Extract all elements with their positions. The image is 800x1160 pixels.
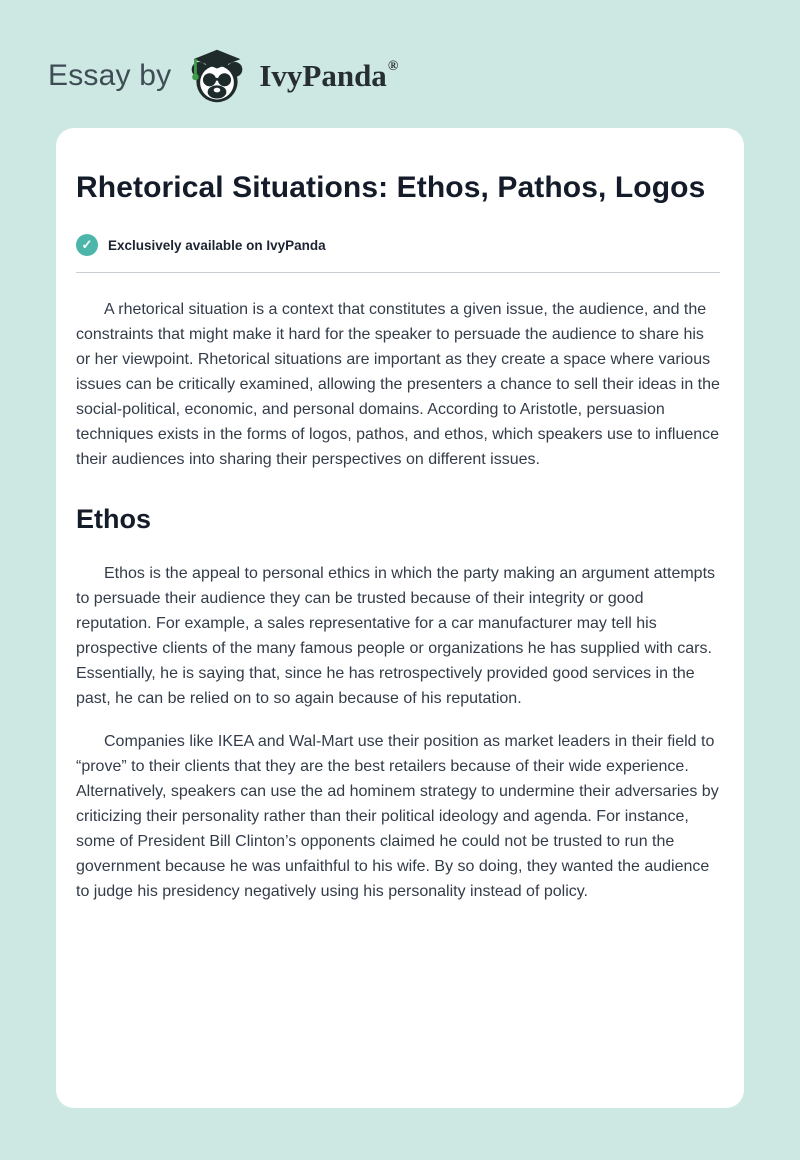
availability-row xyxy=(76,234,720,256)
brand-name[interactable] xyxy=(259,58,398,94)
ethos-paragraph-2: Companies like IKEA and Wal-Mart use their position as market leaders in their field to “prove” to their clients that they are the best retailers because of their wide experience. Alternatively, speakers can use the ad hominem strategy to undermine their adversaries by criticizing their personality rather than their political ideology and agenda. For instance, some of President Bill Clinton’s opponents claimed he could not be trusted to run the government because he was unfaithful to his wife. By so doing, they wanted the audience to judge his presidency negatively using his personality instead of policy. xyxy=(76,733,719,900)
panda-graduate-icon xyxy=(187,46,247,106)
essay-card xyxy=(56,128,744,1108)
ivypanda-logo[interactable] xyxy=(187,46,247,106)
page-title: Rhetorical Situations: Ethos, Pathos, Logos xyxy=(76,171,706,204)
brand-text: IvyPanda xyxy=(259,58,387,93)
header xyxy=(0,0,800,110)
registered-mark: ® xyxy=(387,59,399,74)
essay-by-label: Essay by xyxy=(48,59,172,92)
check-icon: ✓ xyxy=(76,234,98,256)
divider xyxy=(76,272,720,273)
availability-label: Exclusively available on IvyPanda xyxy=(108,237,326,253)
intro-paragraph: A rhetorical situation is a context that constitutes a given issue, the audience, and the constraints that might make it hard for the speaker to persuade the audience to share his or her viewpoint. Rhetorical situations are important as they create a space where various issues can be critically examined, allowing the presenters a chance to sell their ideas in the social-political, economic, and personal domains. According to Aristotle, persuasion techniques exists in the forms of logos, pathos, and ethos, which speakers use to influence their audiences into sharing their perspectives on different issues. xyxy=(76,301,720,468)
section-heading-ethos: Ethos xyxy=(76,504,152,534)
ethos-paragraph-1: Ethos is the appeal to personal ethics in which the party making an argument attempts to persuade their audience they can be trusted because of their integrity or good reputation. For example, a sales representative for a car manufacturer may tell his prospective clients of the many famous people or organizations he has supplied with cars. Essentially, he is saying that, since he has retrospectively provided good services in the past, he can be relied on to so again because of his reputation. xyxy=(76,565,716,707)
